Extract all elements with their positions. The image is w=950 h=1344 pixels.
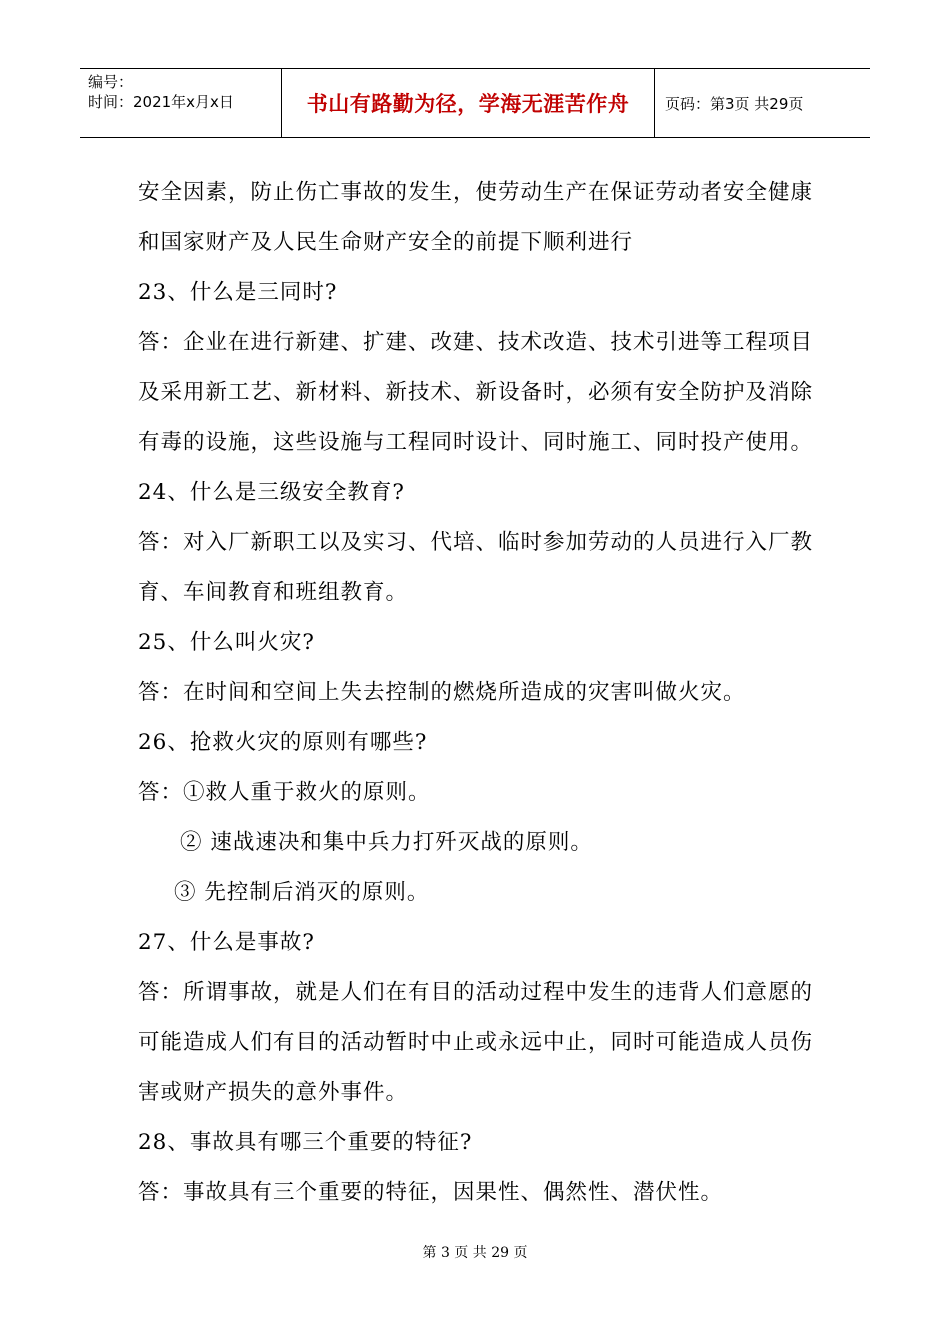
question-heading: 27、什么是事故? <box>138 930 315 955</box>
header-motto: 书山有路勤为径，学海无涯苦作舟 <box>282 69 655 137</box>
question-heading: 23、什么是三同时? <box>138 280 338 305</box>
page-footer: 第 3 页 共 29 页 <box>422 1245 528 1261</box>
answer-line: 答：事故具有三个重要的特征，因果性、偶然性、潜伏性。 <box>138 1180 724 1205</box>
question-heading: 25、什么叫火灾? <box>138 630 315 655</box>
text-line: 害或财产损失的意外事件。 <box>138 1080 409 1105</box>
page-header <box>80 68 870 138</box>
text-line: 安全因素，防止伤亡事故的发生，使劳动生产在保证劳动者安全健康 <box>138 180 814 205</box>
document-number-label: 编号： <box>88 73 134 91</box>
answer-line: 答：所谓事故，就是人们在有目的活动过程中发生的违背人们意愿的 <box>138 980 814 1005</box>
list-item: ② 速战速决和集中兵力打歼灭战的原则。 <box>180 830 593 855</box>
text-line: 和国家财产及人民生命财产安全的前提下顺利进行 <box>138 230 634 255</box>
question-heading: 24、什么是三级安全教育? <box>138 480 405 505</box>
answer-line: 答：企业在进行新建、扩建、改建、技术改造、技术引进等工程项目 <box>138 330 814 355</box>
answer-line: 答：在时间和空间上失去控制的燃烧所造成的灾害叫做火灾。 <box>138 680 746 705</box>
text-line: 育、车间教育和班组教育。 <box>138 580 409 605</box>
header-meta <box>80 69 282 137</box>
answer-line: 答：对入厂新职工以及实习、代培、临时参加劳动的人员进行入厂教 <box>138 530 814 555</box>
list-item: ③ 先控制后消灭的原则。 <box>174 880 430 905</box>
answer-line: 答：①救人重于救火的原则。 <box>138 780 431 805</box>
header-page-info: 页码：第3页 共29页 <box>665 94 804 113</box>
text-line: 可能造成人们有目的活动暂时中止或永远中止，同时可能造成人员伤 <box>138 1030 814 1055</box>
text-line: 及采用新工艺、新材料、新技术、新设备时，必须有安全防护及消除 <box>138 380 814 405</box>
document-time-label: 时间：2021年x月x日 <box>88 93 234 111</box>
question-heading: 26、抢救火灾的原则有哪些? <box>138 730 428 755</box>
text-line: 有毒的设施，这些设施与工程同时设计、同时施工、同时投产使用。 <box>138 430 814 455</box>
question-heading: 28、事故具有哪三个重要的特征? <box>138 1130 473 1155</box>
